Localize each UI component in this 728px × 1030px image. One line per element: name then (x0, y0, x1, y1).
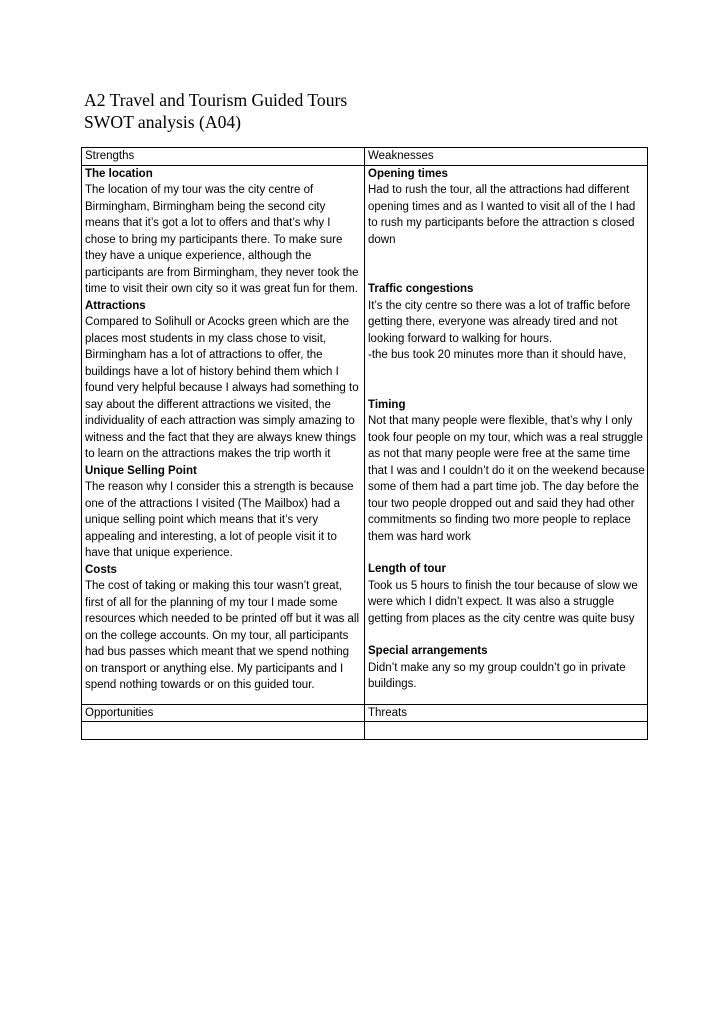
strength-text: Compared to Solihull or Acocks green which are the places most students in my class chose to visit, Birmingham has a lot of attractions to offer, the buildings have a lot of history behind them which I found very helpful because I always had something to say about the different attractions we visited, the individuality of each attraction was simply amazing to witness and the fact that they are always knew things to learn on the attractions makes the trip worth it (85, 316, 359, 460)
weakness-text: Not that many people were flexible, that’s why I only took four people on my tour, which was a real struggle as not that many people were free at the same time that I was and I couldn’t do it on the weekend because some of them had a part time job. The day before the tour two people dropped out and said they had other commitments so finding two more people to replace them was hard work (368, 415, 645, 543)
document-title-block (84, 89, 644, 133)
threats-cell (365, 722, 648, 740)
weakness-text: It’s the city centre so there was a lot of traffic before getting there, everyone was already tired and not looking forward to walking for hours. (368, 299, 631, 345)
spacer (368, 545, 645, 561)
swot-table (81, 147, 648, 740)
strength-text: The cost of taking or making this tour wasn’t great, first of all for the planning of my tour I made some resources which needed to be printed off but it was all on the college accounts. On my tour, all participants had bus passes which meant that we spend nothing on transport or anything else. My participants and I spend nothing towards or on this guided tour. (85, 580, 360, 691)
table-empty-row (82, 722, 648, 740)
threats-header: Threats (365, 704, 648, 722)
opportunities-cell (82, 722, 365, 740)
weakness-heading: Timing (368, 398, 406, 411)
strength-text: The location of my tour was the city centre of Birmingham, Birmingham being the second city means that it’s got a lot to offers and that’s why I chose to bring my participants there. To make sure they have a unique experience, although the participants are from Birmingham, they never took the time to visit their own city so it was great fun for them. (85, 184, 359, 295)
strength-text: The reason why I consider this a strength is because one of the attractions I visited (The Mailbox) had a unique selling point which means that it’s very appealing and interesting, a lot of people visit it to have that unique experience. (85, 481, 354, 559)
weakness-heading: Length of tour (368, 563, 446, 575)
spacer (368, 364, 645, 397)
strength-heading: Attractions (85, 299, 146, 312)
strengths-header: Strengths (82, 148, 365, 166)
spacer (368, 248, 645, 281)
weakness-text: Had to rush the tour, all the attractions had different opening times and as I wanted to visit all of the I had to rush my participants before the attraction s closed down (368, 184, 636, 246)
table-header-row (82, 148, 648, 166)
spacer (368, 627, 645, 643)
document-subtitle: SWOT analysis (A04) (84, 112, 242, 132)
weakness-text: Took us 5 hours to finish the tour because of slow we were which I didn’t expect. It was also a struggle getting from places as the city centre was quite busy (368, 579, 638, 625)
table-body-row (82, 165, 648, 704)
strength-heading: The location (85, 167, 153, 180)
weakness-text-extra: -the bus took 20 minutes more than it should have, (368, 349, 627, 361)
document-title: A2 Travel and Tourism Guided Tours (84, 90, 348, 110)
opportunities-header: Opportunities (82, 704, 365, 722)
strength-heading: Costs (85, 563, 117, 576)
weakness-text: Didn’t make any so my group couldn’t go in private buildings. (368, 661, 626, 690)
weakness-heading: Special arrangements (368, 645, 488, 657)
weaknesses-header: Weaknesses (365, 148, 648, 166)
strength-heading: Unique Selling Point (85, 464, 197, 477)
strengths-cell (82, 165, 365, 704)
weaknesses-cell (365, 165, 648, 704)
weakness-heading: Traffic congestions (368, 283, 474, 295)
weakness-heading: Opening times (368, 167, 448, 180)
table-header-row-2 (82, 704, 648, 722)
